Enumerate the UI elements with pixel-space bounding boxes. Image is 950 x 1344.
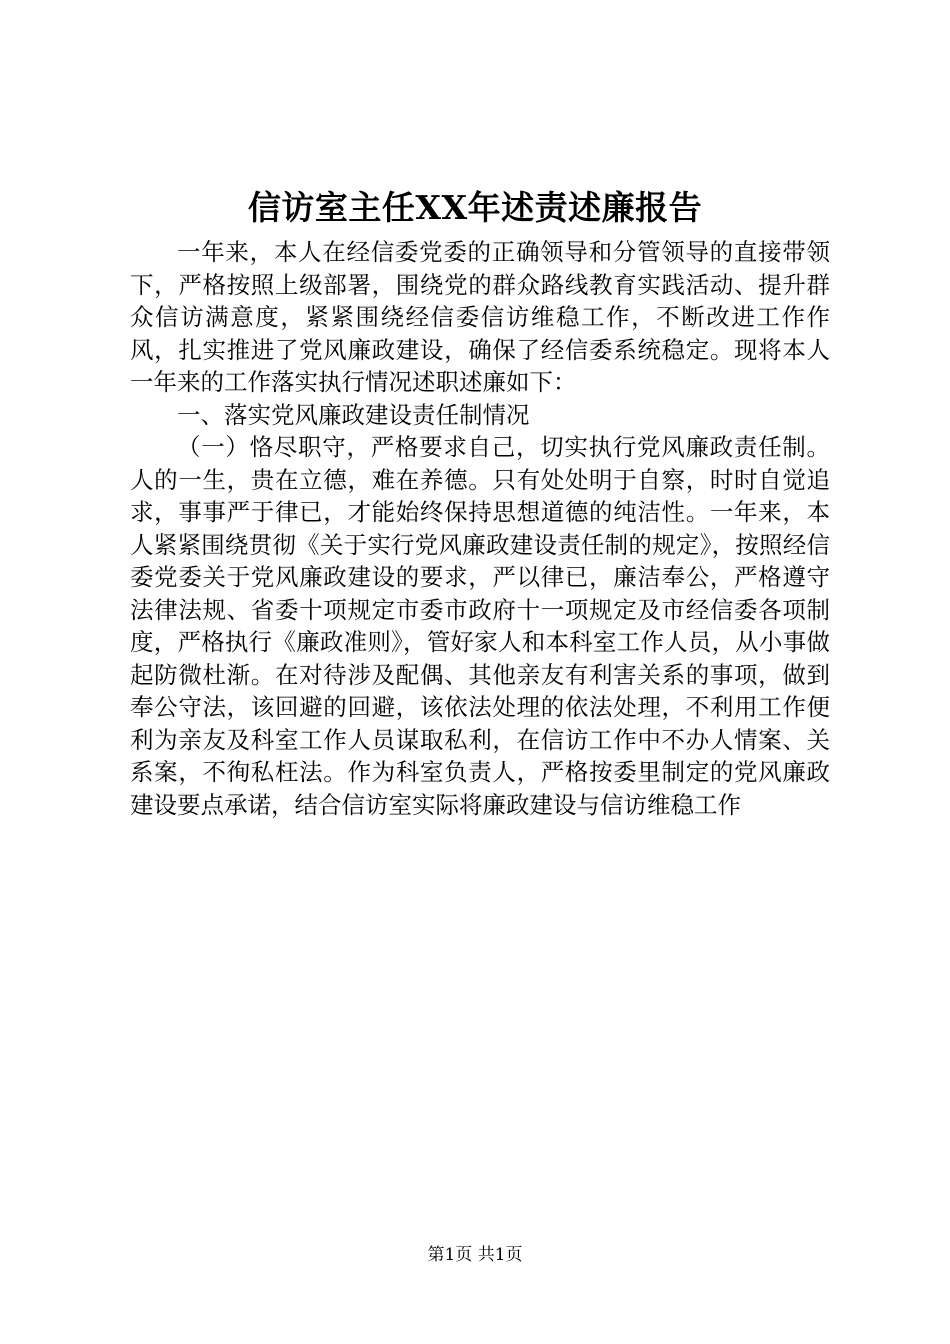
page-footer: 第1页 共1页 — [427, 1245, 523, 1265]
document-body — [130, 236, 830, 821]
paragraph-section-1-1: （一）恪尽职守，严格要求自己，切实执行党风廉政责任制。人的一生，贵在立德，难在养德。只有处处明于自察，时时自觉追求，事事严于律已，才能始终保持思想道德的纯洁性。一年来，本人紧紧围绕贯彻《关于实行党风廉政建设责任制的规定》，按照经信委党委关于党风廉政建设的要求，严以律已，廉洁奉公，严格遵守法律法规、省委十项规定市委市政府十一项规定及市经信委各项制度，严格执行《廉政准则》，管好家人和本科室工作人员，从小事做起防微杜渐。在对待涉及配偶、其他亲友有利害关系的事项，做到奉公守法，该回避的回避，该依法处理的依法处理，不利用工作便利为亲友及科室工作人员谋取私利，在信访工作中不办人情案、关系案，不徇私枉法。作为科室负责人，严格按委里制定的党风廉政建设要点承诺，结合信访室实际将廉政建设与信访维稳工作 — [130, 433, 830, 819]
section-heading-1: 一、落实党风廉政建设责任制情况 — [177, 400, 530, 429]
paragraph-intro: 一年来，本人在经信委党委的正确领导和分管领导的直接带领下，严格按照上级部署，围绕党的群众路线教育实践活动、提升群众信访满意度，紧紧围绕经信委信访维稳工作，不断改进工作作风，扎实推进了党风廉政建设，确保了经信委系统稳定。现将本人一年来的工作落实执行情况述职述廉如下： — [130, 238, 830, 396]
document-title: 信访室主任XX年述责述廉报告 — [247, 188, 703, 227]
